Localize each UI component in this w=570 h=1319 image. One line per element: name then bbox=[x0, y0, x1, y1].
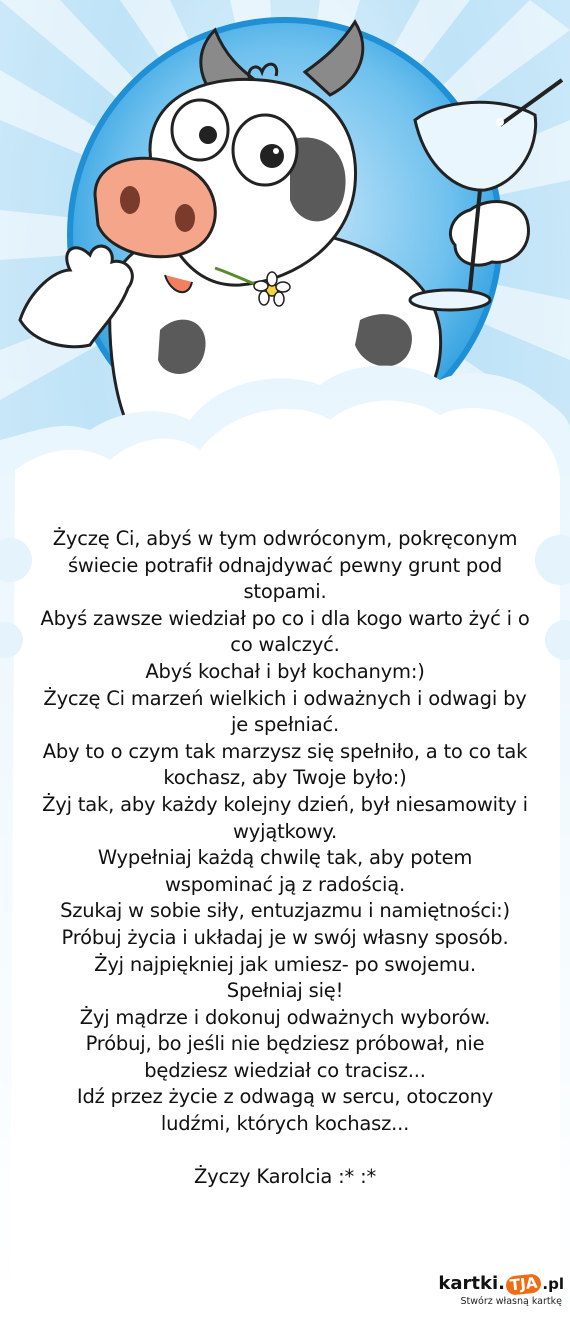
wish-line: je spełniać. bbox=[231, 713, 339, 737]
wish-line: Spełniaj się! bbox=[226, 979, 344, 1003]
wish-line: Życzę Ci, abyś w tym odwróconym, pokręconym bbox=[52, 527, 518, 550]
wish-line: stopami. bbox=[243, 580, 327, 604]
wish-line: Żyj najpiękniej jak umiesz- po swojemu. bbox=[94, 952, 476, 976]
wish-line: wspominać ją z radością. bbox=[165, 872, 405, 896]
logo-badge: TJA bbox=[505, 1273, 542, 1296]
signature: Życzy Karolcia :* :* bbox=[193, 1164, 377, 1188]
wish-line: Abyś zawsze wiedział po co i dla kogo warto żyć i o bbox=[40, 606, 530, 630]
wish-line: co walczyć. bbox=[230, 633, 340, 657]
wish-line: Życzę Ci marzeń wielkich i odważnych i odwagi by bbox=[43, 686, 527, 710]
wish-line: kochasz, aby Twoje było:) bbox=[163, 766, 407, 790]
wish-line: wyjątkowy. bbox=[233, 819, 337, 843]
wish-line: Abyś kochał i był kochanym:) bbox=[145, 659, 425, 683]
wish-text bbox=[28, 526, 542, 1190]
cow-left-eye bbox=[172, 100, 228, 160]
wish-line: Wypełniaj każdą chwilę tak, aby potem bbox=[97, 846, 473, 870]
wish-line: Aby to o czym tak marzysz się spełniło, a to co tak bbox=[42, 739, 528, 763]
wish-line: Próbuj, bo jeśli nie będziesz próbował, nie bbox=[85, 1032, 485, 1056]
wish-line: Żyj mądrze i dokonuj odważnych wyborów. bbox=[79, 1005, 491, 1029]
wish-line: Szukaj w sobie siły, entuzjazmu i namiętności:) bbox=[60, 899, 510, 923]
wish-line: Próbuj życia i układaj je w swój własny sposób. bbox=[61, 925, 509, 949]
cow-snout bbox=[95, 158, 215, 256]
wish-line: Idź przez życie z odwagą w sercu, otoczony bbox=[76, 1085, 494, 1109]
site-logo: kartki. TJA .pl bbox=[438, 1273, 564, 1295]
logo-tagline: Stwórz własną kartkę bbox=[460, 1296, 562, 1307]
wish-line: będziesz wiedział co tracisz... bbox=[144, 1058, 426, 1082]
wish-line: ludźmi, których kochasz... bbox=[160, 1112, 410, 1136]
wish-line: świecie potrafił odnajdywać pewny grunt pod bbox=[67, 553, 503, 577]
wish-line: Żyj tak, aby każdy kolejny dzień, był niesamowity i bbox=[42, 792, 528, 816]
site-logo-link[interactable] bbox=[438, 1273, 564, 1309]
